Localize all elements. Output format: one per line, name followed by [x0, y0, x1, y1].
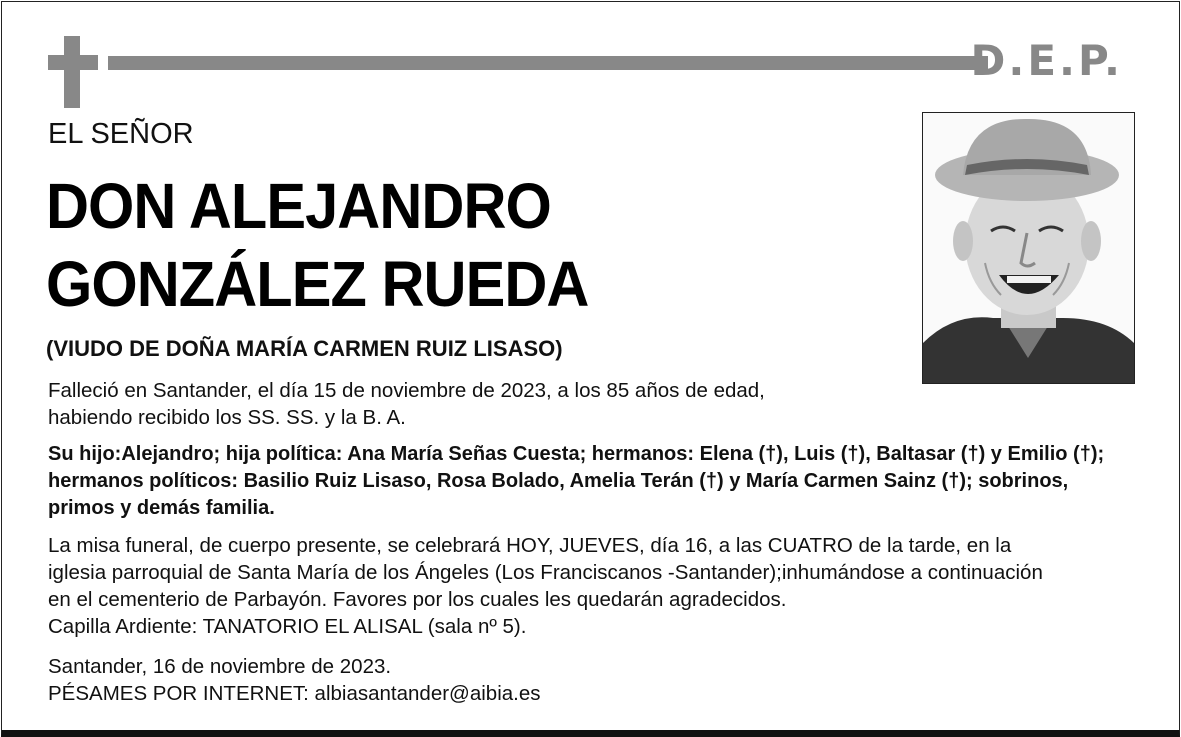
closing-line: Santander, 16 de noviembre de 2023. — [48, 655, 392, 678]
cross-icon — [64, 36, 80, 108]
cross-icon-bar — [48, 55, 98, 70]
funeral-line: iglesia parroquial de Santa María de los Ángeles (Los Franciscanos -Santander);inhumándose a continuación — [48, 561, 1043, 584]
funeral-line: Capilla Ardiente: TANATORIO EL ALISAL (sala nº 5). — [48, 615, 527, 638]
death-line: habiendo recibido los SS. SS. y la B. A. — [48, 406, 406, 429]
closing-paragraph — [48, 653, 541, 707]
funeral-line: en el cementerio de Parbayón. Favores por los cuales les quedarán agradecidos. — [48, 588, 787, 611]
honorific: EL SEÑOR — [48, 118, 194, 150]
family-paragraph — [48, 441, 1104, 522]
portrait-photo — [922, 112, 1135, 384]
dep-label: D.E.P. — [970, 36, 1123, 85]
funeral-paragraph — [48, 532, 1043, 640]
deceased-name-line1: DON ALEJANDRO — [46, 170, 551, 242]
death-paragraph — [48, 377, 765, 431]
family-line: Su hijo:Alejandro; hija política: Ana María Señas Cuesta; hermanos: Elena (†), Luis (†), Baltasar (†) y Emilio (†); — [48, 443, 1105, 465]
family-line: hermanos políticos: Basilio Ruiz Lisaso, Rosa Bolado, Amelia Terán (†) y María Carmen Sainz (†); sobrinos, — [48, 470, 1069, 492]
widow-line: (VIUDO DE DOÑA MARÍA CARMEN RUIZ LISASO) — [46, 336, 563, 361]
family-line: primos y demás familia. — [48, 497, 275, 519]
header-rule — [108, 56, 988, 70]
death-line: Falleció en Santander, el día 15 de noviembre de 2023, a los 85 años de edad, — [48, 379, 765, 402]
funeral-line: La misa funeral, de cuerpo presente, se celebrará HOY, JUEVES, día 16, a las CUATRO de la tarde, en la — [48, 534, 1012, 557]
portrait-illustration — [923, 113, 1134, 383]
closing-line: PÉSAMES POR INTERNET: albiasantander@aibia.es — [48, 682, 541, 705]
deceased-name-line2: GONZÁLEZ RUEDA — [46, 248, 589, 320]
